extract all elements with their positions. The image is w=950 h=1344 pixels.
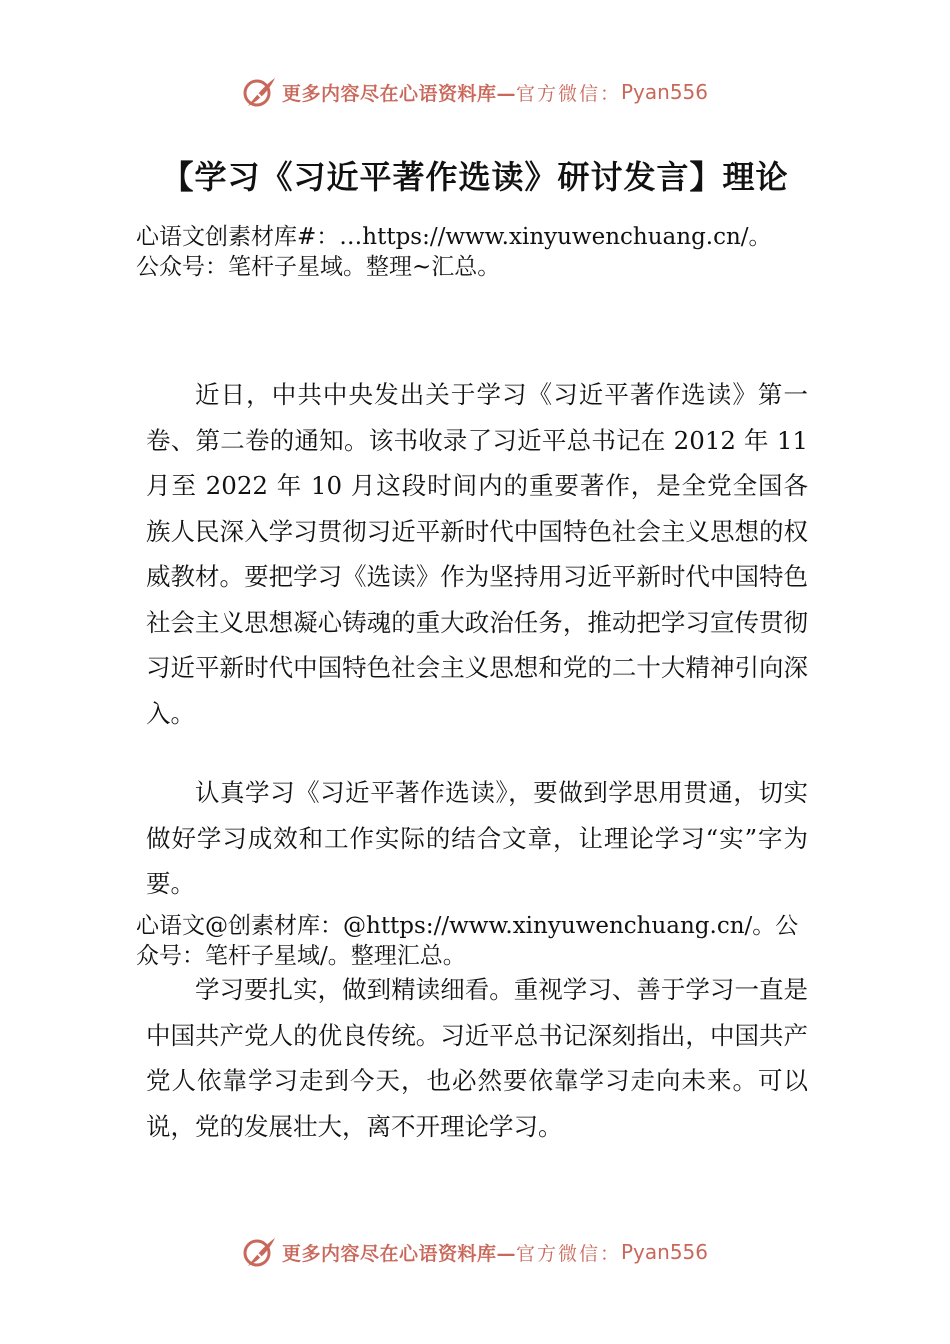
body-paragraph-3: 学习要扎实，做到精读细看。重视学习、善于学习一直是中国共产党人的优良传统。习近平总书记深刻指出，中国共产党人依靠学习走到今天，也必然要依靠学习走向未来。可以说，党的发展壮大，离不开理论学习。 xyxy=(146,975,808,1141)
source-note-2 xyxy=(136,911,836,971)
banner-wechat-id: Pyan556 xyxy=(621,80,709,104)
source-note-1 xyxy=(136,222,836,282)
source-note-2-line-1: 心语文@创素材库：@https://www.xinyuwenchuang.cn/。公 xyxy=(136,913,799,939)
quill-logo-icon xyxy=(242,74,278,110)
banner-wechat-label: 官方微信： xyxy=(515,82,621,105)
source-note-1-line-1: 心语文创素材库#：…https://www.xinyuwenchuang.cn/。 xyxy=(136,224,772,250)
source-note-2-line-2: 众号：笔杆子星域/。整理汇总。 xyxy=(136,943,466,969)
banner-brand-text: 更多内容尽在心语资料库— xyxy=(281,1242,516,1265)
body-paragraph-1: 近日，中共中央发出关于学习《习近平著作选读》第一卷、第二卷的通知。该书收录了习近平总书记在 2012 年 11 月至 2022 年 10 月这段时间内的重要著作，是全党全国各族人民深入学习贯彻习近平新时代中国特色社会主义思想的权威教材。要把学习《选读》作为坚持用习近平新时代中国特色社会主义思想凝心铸魂的重大政治任务，推动把学习宣传贯彻习近平新时代中国特色社会主义思想和党的二十大精神引向深入。 xyxy=(146,380,808,728)
footer-banner xyxy=(0,1232,950,1272)
source-note-1-line-2: 公众号：笔杆子星域。整理~汇总。 xyxy=(136,254,501,280)
quill-logo-icon xyxy=(242,1234,278,1270)
document-title: 【学习《习近平著作选读》研讨发言】理论 xyxy=(161,158,789,196)
header-banner xyxy=(0,72,950,112)
body-paragraph-2: 认真学习《习近平著作选读》，要做到学思用贯通，切实做好学习成效和工作实际的结合文章，让理论学习“实”字为要。 xyxy=(146,778,808,898)
banner-wechat-id: Pyan556 xyxy=(621,1240,709,1264)
banner-wechat-label: 官方微信： xyxy=(515,1242,621,1265)
banner-brand-text: 更多内容尽在心语资料库— xyxy=(281,82,516,105)
